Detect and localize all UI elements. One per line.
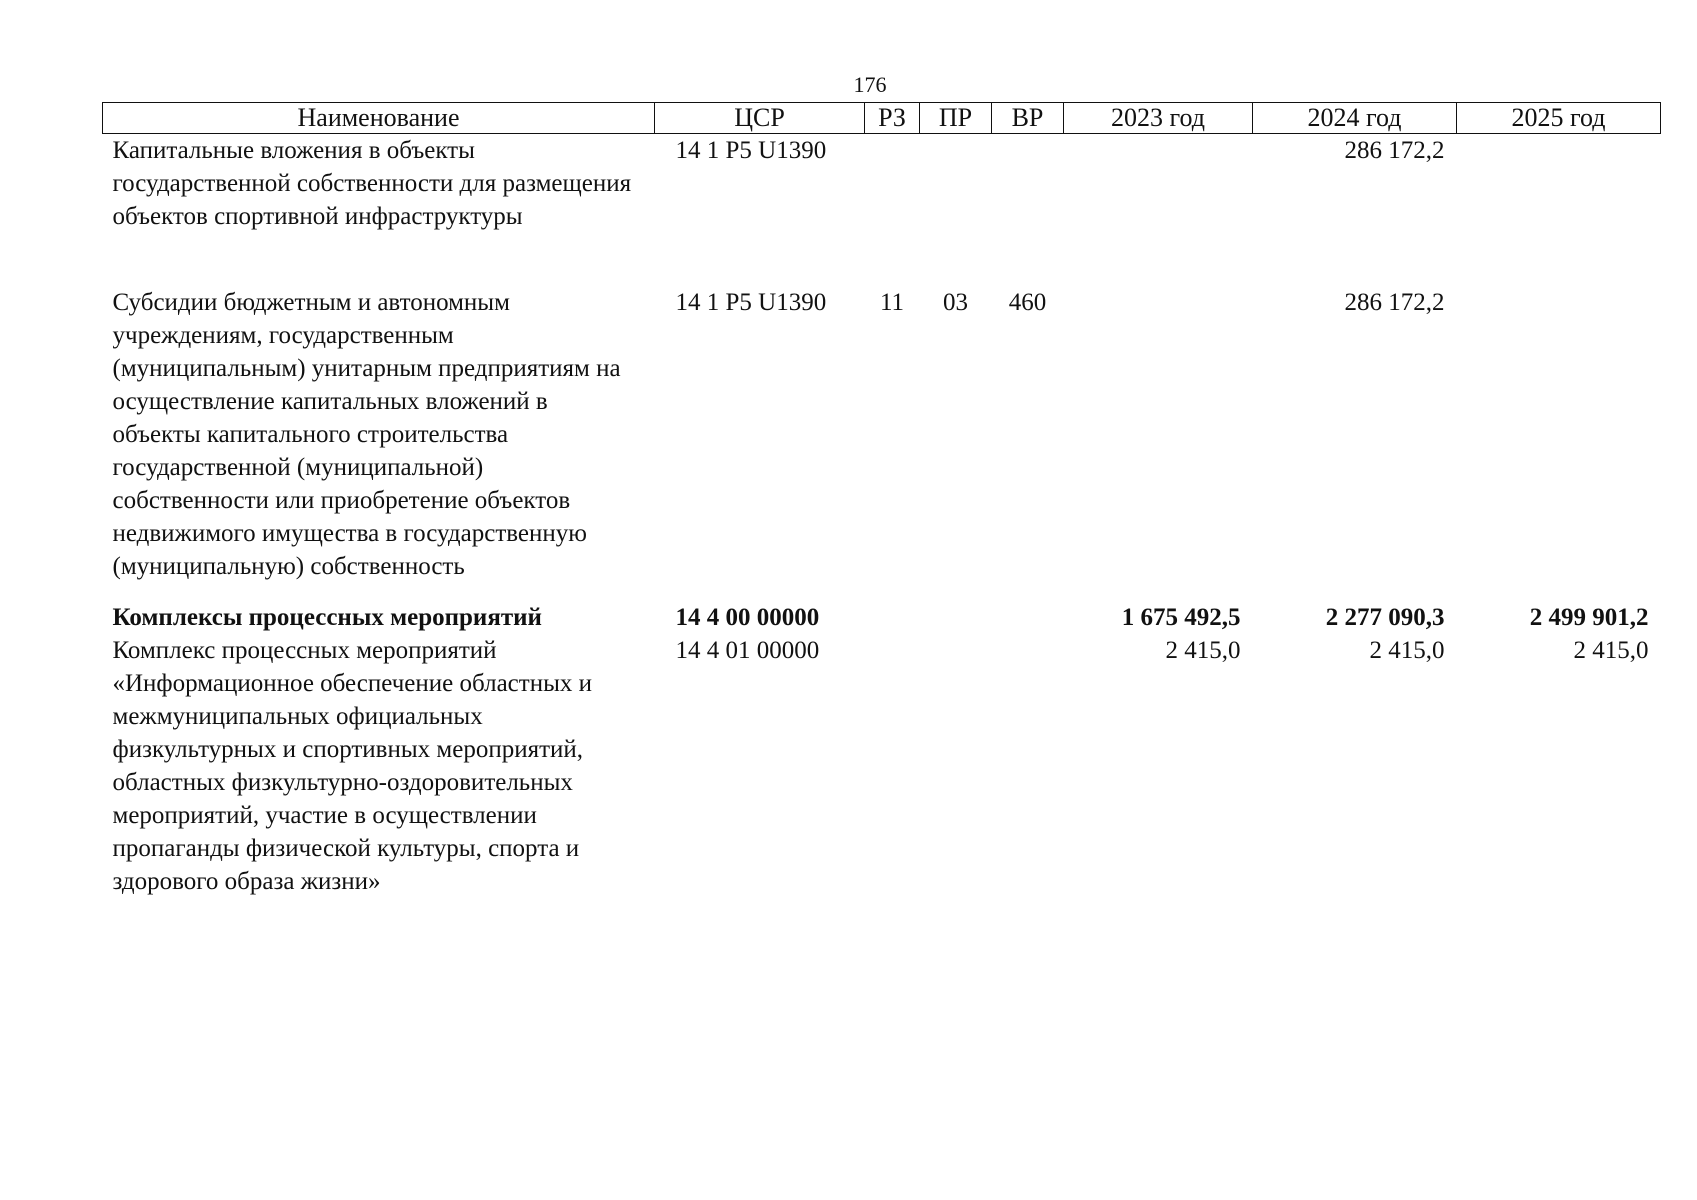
table-header	[103, 103, 1661, 134]
row-name: Комплекс процессных мероприятий «Информационное обеспечение областных и межмуниципальных официальных физкультурных и спортивных мероприятий, областных физкультурно-оздоровительных мероприятий, участие в осуществлении пропаганды физической культуры, спорта и здорового образа жизни»	[112, 636, 592, 895]
row-2024: 2 415,0	[1369, 636, 1445, 664]
header-vr: ВР	[992, 103, 1064, 134]
table-row	[103, 134, 1661, 286]
row-csr: 14 4 00 00000	[675, 603, 820, 631]
row-csr: 14 4 01 00000	[675, 636, 820, 664]
row-vr	[992, 601, 1064, 634]
table-row	[103, 286, 1661, 601]
header-row	[103, 103, 1661, 134]
page-number: 176	[853, 72, 887, 97]
table-row	[103, 601, 1661, 634]
row-rz	[865, 134, 920, 286]
row-name: Субсидии бюджетным и автономным учреждениям, государственным (муниципальным) унитарным предприятиям на осуществление капитальных вложений в объекты капитального строительства государственной (муниципальной) собственности или приобретение объектов недвижимого имущества в государственную (муниципальную) собственность	[112, 288, 621, 580]
table-body	[103, 134, 1661, 898]
row-name: Комплексы процессных мероприятий	[112, 603, 542, 631]
budget-document	[102, 102, 1660, 898]
row-2024: 286 172,2	[1344, 137, 1445, 164]
table-row	[103, 634, 1661, 898]
row-pr	[920, 634, 992, 898]
row-2024: 286 172,2	[1344, 288, 1445, 316]
budget-table	[102, 102, 1661, 898]
row-vr	[992, 134, 1064, 286]
row-csr: 14 1 P5 U1390	[675, 288, 827, 316]
header-rz: РЗ	[865, 103, 920, 134]
row-2023	[1064, 134, 1253, 286]
row-pr	[920, 134, 992, 286]
row-rz	[865, 634, 920, 898]
row-rz: 11	[879, 288, 905, 316]
header-2023: 2023 год	[1064, 103, 1253, 134]
row-pr	[920, 601, 992, 634]
row-pr: 03	[943, 288, 968, 316]
header-2024: 2024 год	[1253, 103, 1457, 134]
row-2023	[1064, 286, 1253, 601]
row-vr: 460	[1008, 288, 1047, 316]
row-2025: 2 499 901,2	[1529, 603, 1649, 631]
row-rz	[865, 601, 920, 634]
row-2023: 2 415,0	[1165, 636, 1241, 664]
row-2025: 2 415,0	[1573, 636, 1649, 664]
header-csr: ЦСР	[655, 103, 865, 134]
header-name: Наименование	[103, 103, 655, 134]
row-name: Капитальные вложения в объекты государственной собственности для размещения объектов спортивной инфраструктуры	[112, 137, 632, 230]
row-2025	[1457, 134, 1661, 286]
row-2023: 1 675 492,5	[1121, 603, 1241, 631]
row-2024: 2 277 090,3	[1325, 603, 1445, 631]
header-pr: ПР	[920, 103, 992, 134]
row-vr	[992, 634, 1064, 898]
row-2025	[1457, 286, 1661, 601]
header-2025: 2025 год	[1457, 103, 1661, 134]
row-csr: 14 1 P5 U1390	[675, 137, 827, 164]
